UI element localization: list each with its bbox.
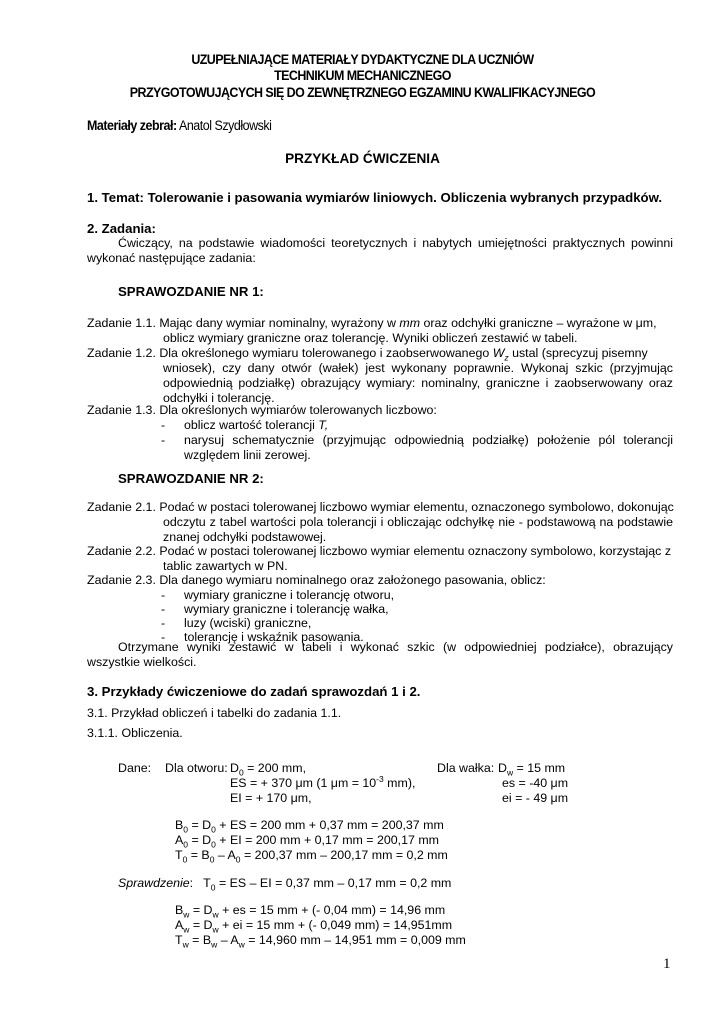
aw-rest: + ei = 15 mm + (- 0,049 mm) = 14,951mm [218, 918, 453, 932]
task-1-1 [87, 316, 657, 330]
task-1-3-item-2 [184, 429, 673, 463]
ei-line: EI = + 170 μm, [230, 791, 312, 805]
tw-line: $T_w = B_w - A_w = 14,960$ mm – 14,951 mm = 0,009 mm [175, 933, 466, 950]
es-end: mm), [383, 776, 416, 790]
task-1-1-um: μm, [635, 316, 657, 330]
bullet-dash: - [161, 418, 166, 432]
a0-rest: + EI = 200 mm + 0,17 mm = 200,17 mm [215, 833, 439, 847]
task-2-3: Zadanie 2.3. Dla danego wymiaru nominalnego oraz założonego pasowania, oblicz: [87, 573, 546, 587]
aw-line: $A_w = D_w$ + ei = 15 mm + (- 0,049 mm) = 14,951mm [175, 918, 453, 935]
task-1-3-item-1-t: T, [318, 418, 329, 432]
task-1-2-wz [492, 346, 509, 363]
task-1-3: Zadanie 1.3. Dla określonych wymiarów tolerowanych liczbowo: [87, 403, 437, 417]
task-2-2-cont: tablic zawartych w PN. [163, 559, 288, 573]
report-2-heading: SPRAWOZDANIE NR 2: [118, 471, 264, 486]
author-label: Materiały zebrał: [87, 118, 177, 133]
es-line [230, 773, 416, 790]
report-2-closing: Otrzymane wyniki zestawić w tabeli i wykonać szkic (w odpowiedniej podziałce), obrazujący wszystkie wielkości. [87, 640, 673, 669]
b0-eq: = D [191, 818, 212, 832]
task-1-3-item-1-text: oblicz wartość tolerancji [184, 418, 319, 432]
header-line-2: TECHNIKUM MECHANICZNEGO [274, 68, 451, 83]
task-2-1: Zadanie 2.1. Podać w postaci tolerowanej liczbowo wymiar elementu, oznaczonego symbolowo, dokonując [87, 500, 674, 514]
wz-subscript: z [504, 352, 509, 363]
bw-rest: + es = 15 mm + (- 0,04 mm) = 14,96 mm [218, 903, 446, 917]
bw-line: $B_w = D_w$ + es = 15 mm + (- 0,04 mm) = 14,96 mm [175, 903, 446, 920]
task-2-3-item: wymiary graniczne i tolerancję wałka, [184, 602, 389, 616]
dane-label: Dane: [118, 761, 152, 775]
walek-label: Dla wałka: [437, 761, 495, 775]
task-1-2-text-b: ustal (sprecyzuj pisemny [508, 346, 648, 360]
d0-line [230, 761, 307, 778]
es-exponent: -3 [376, 773, 384, 784]
d0-symbol: D [230, 761, 239, 775]
task-1-2 [87, 346, 648, 363]
t0-rest: = 200,37 mm – 200,17 mm = 0,2 mm [240, 848, 448, 862]
check-label: Sprawdzenie [118, 876, 190, 890]
b0-line: $B_0 = D_0$ + ES = 200 mm + 0,37 mm = 200,37 mm [175, 818, 444, 835]
a0-line: $A_0 = D_0$ + EI = 200 mm + 0,17 mm = 200,17 mm [175, 833, 439, 850]
otwor-label: Dla otworu: [165, 761, 228, 775]
d0-value: = 200 mm, [243, 761, 307, 775]
dw-line [498, 761, 566, 778]
author-name: Anatol Szydłowski [178, 118, 272, 133]
a0-eq: = D [191, 833, 212, 847]
dw-symbol: D [498, 761, 507, 775]
task-2-3-item: wymiary graniczne i tolerancję otworu, [184, 588, 395, 602]
bullet-dash: - [161, 630, 166, 644]
section-3-1-1: 3.1.1. Obliczenia. [87, 726, 183, 740]
section-3-heading: 3. Przykłady ćwiczeniowe do zadań sprawozdań 1 i 2. [87, 684, 421, 699]
check-value: = ES – EI = 0,37 mm – 0,17 mm = 0,2 mm [218, 876, 452, 890]
task-2-1-cont: odczytu z tabel wartości pola tolerancji i obliczając odchyłkę nie - podstawową na podstawie znanej odchyłki podstawowej. [163, 515, 673, 544]
es-walek-line: es = -40 μm [502, 776, 569, 790]
task-2-2: Zadanie 2.2. Podać w postaci tolerowanej liczbowo wymiar elementu oznaczony symbolowo, korzystając z [87, 544, 672, 558]
t0-line: $T_0 = B_0 - A_0 = 200,37$ mm – 200,17 mm = 0,2 mm [175, 848, 448, 865]
section-3-1: 3.1. Przykład obliczeń i tabelki do zadania 1.1. [87, 706, 342, 720]
dw-value: = 15 mm [513, 761, 566, 775]
section-2-heading: 2. Zadania: [87, 221, 156, 236]
author-line [87, 118, 271, 133]
page-title: PRZYKŁAD ĆWICZENIA [285, 151, 440, 166]
task-1-1-text-b: oraz odchyłki graniczne – wyrażone w [420, 316, 636, 330]
bullet-dash: - [161, 433, 166, 447]
task-1-3-item-2-text: narysuj schematycznie (przyjmując odpowiednią podziałkę) położenie pól tolerancji względem linii zerowej. [184, 433, 673, 462]
dw-subscript: w [506, 767, 514, 778]
task-1-1-cont: oblicz wymiary graniczne oraz tolerancję. Wyniki obliczeń zestawić w tabeli. [163, 331, 578, 345]
task-1-2-text-a: Zadanie 1.2. Dla określonego wymiaru tolerowanego i zaobserwowanego [87, 346, 493, 360]
tw-rest: = 14,960 mm – 14,951 mm = 0,009 mm [244, 933, 466, 947]
ei-walek-line: ei = - 49 μm [502, 791, 569, 805]
header-line-3: PRZYGOTOWUJĄCYCH SIĘ DO ZEWNĘTRZNEGO EGZAMINU KWALIFIKACYJNEGO [129, 85, 596, 100]
t0-mid: – A [214, 848, 236, 862]
page-number: 1 [663, 956, 671, 972]
es-text: ES = + 370 μm (1 μm = 10 [230, 776, 377, 790]
header-line-1: UZUPEŁNIAJĄCE MATERIAŁY DYDAKTYCZNE DLA UCZNIÓW [191, 52, 534, 67]
task-1-1-mm: mm [399, 316, 421, 330]
check-line: Sprawdzenie: $T_0$ = ES – EI = 0,37 mm – 0,17 mm = 0,2 mm [118, 876, 452, 893]
bullet-dash: - [161, 616, 166, 630]
report-1-heading: SPRAWOZDANIE NR 1: [118, 284, 264, 299]
bullet-dash: - [161, 602, 166, 616]
d0-subscript: 0 [238, 767, 244, 778]
section-1-heading: 1. Temat: Tolerowanie i pasowania wymiarów liniowych. Obliczenia wybranych przypadków. [87, 190, 663, 205]
b0-rest: + ES = 200 mm + 0,37 mm = 200,37 mm [215, 818, 444, 832]
task-1-2-cont: wniosek), czy dany otwór (wałek) jest wykonany poprawnie. Wykonaj szkic (przyjmując odpowiednią podziałkę) obrazujący wymiary: nominalny, graniczne i zaobserwowany oraz odchyłki i tolerancję. [163, 361, 673, 405]
section-2-intro: Ćwiczący, na podstawie wiadomości teoretycznych i nabytych umiejętności praktycznych powinni wykonać następujące zadania: [87, 236, 673, 265]
task-2-3-item: tolerancję i wskaźnik pasowania. [184, 630, 364, 644]
task-2-3-item: luzy (wciski) graniczne, [184, 616, 312, 630]
wz-symbol: W [492, 346, 505, 360]
bullet-dash: - [161, 588, 166, 602]
task-1-1-text-a: Zadanie 1.1. Mając dany wymiar nominalny, wyrażony w [87, 316, 400, 330]
